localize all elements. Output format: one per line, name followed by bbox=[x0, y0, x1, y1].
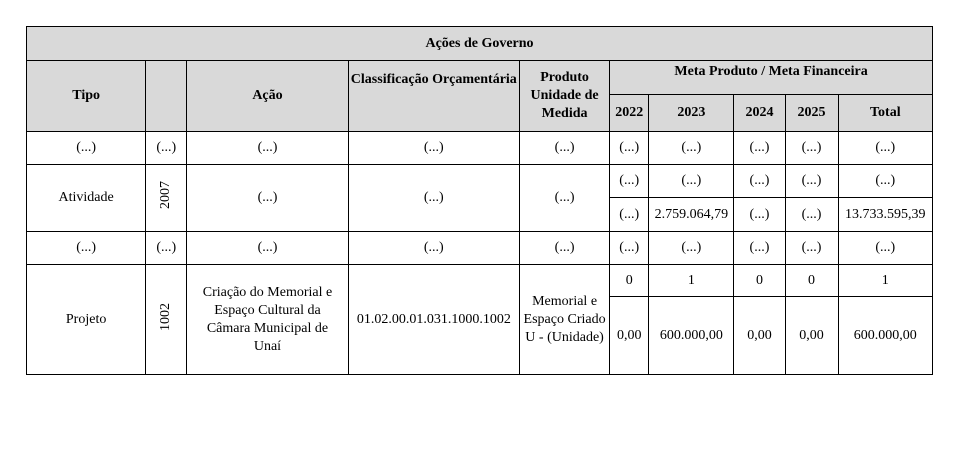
cell-meta-produto-2022: (...) bbox=[610, 165, 649, 198]
header-total: Total bbox=[838, 95, 932, 132]
cell-ellipsis: (...) bbox=[27, 232, 146, 265]
cell-produto: (...) bbox=[519, 165, 609, 232]
cell-ellipsis: (...) bbox=[838, 232, 932, 265]
cell-acao: (...) bbox=[187, 165, 348, 232]
cell-ellipsis: (...) bbox=[187, 132, 348, 165]
cell-meta-financeira-2023: 2.759.064,79 bbox=[649, 198, 734, 232]
cell-meta-financeira-2024: (...) bbox=[734, 198, 785, 232]
cell-classificacao: (...) bbox=[348, 165, 519, 232]
cell-ellipsis: (...) bbox=[348, 132, 519, 165]
cell-tipo: Projeto bbox=[27, 265, 146, 375]
cell-meta-financeira-2023: 600.000,00 bbox=[649, 297, 734, 375]
cell-ellipsis: (...) bbox=[649, 132, 734, 165]
cell-ellipsis: (...) bbox=[348, 232, 519, 265]
cell-meta-produto-2023: 1 bbox=[649, 265, 734, 297]
cell-classificacao: 01.02.00.01.031.1000.1002 bbox=[348, 265, 519, 375]
table-row-atividade bbox=[27, 165, 933, 198]
code-vertical: 2007 bbox=[158, 181, 174, 209]
table-row bbox=[27, 232, 933, 265]
cell-meta-financeira-total: 600.000,00 bbox=[838, 297, 932, 375]
header-classificacao: Classificação Orçamentária bbox=[348, 61, 519, 132]
cell-ellipsis: (...) bbox=[610, 132, 649, 165]
cell-code bbox=[146, 165, 187, 232]
header-produto: Produto Unidade de Medida bbox=[519, 61, 609, 132]
table-row-projeto bbox=[27, 265, 933, 297]
cell-ellipsis: (...) bbox=[734, 232, 785, 265]
cell-produto: Memorial e Espaço Criado U - (Unidade) bbox=[519, 265, 609, 375]
cell-ellipsis: (...) bbox=[519, 132, 609, 165]
cell-ellipsis: (...) bbox=[785, 132, 838, 165]
header-2022: 2022 bbox=[610, 95, 649, 132]
cell-meta-financeira-2022: (...) bbox=[610, 198, 649, 232]
cell-tipo: Atividade bbox=[27, 165, 146, 232]
header-2024: 2024 bbox=[734, 95, 785, 132]
cell-acao: Criação do Memorial e Espaço Cultural da Câmara Municipal de Unaí bbox=[187, 265, 348, 375]
header-code bbox=[146, 61, 187, 132]
cell-ellipsis: (...) bbox=[187, 232, 348, 265]
cell-meta-produto-total: (...) bbox=[838, 165, 932, 198]
cell-ellipsis: (...) bbox=[649, 232, 734, 265]
header-meta: Meta Produto / Meta Financeira bbox=[610, 61, 933, 95]
cell-meta-financeira-2024: 0,00 bbox=[734, 297, 785, 375]
cell-meta-produto-2022: 0 bbox=[610, 265, 649, 297]
cell-meta-financeira-2022: 0,00 bbox=[610, 297, 649, 375]
cell-ellipsis: (...) bbox=[146, 132, 187, 165]
cell-meta-financeira-2025: 0,00 bbox=[785, 297, 838, 375]
cell-meta-financeira-total: 13.733.595,39 bbox=[838, 198, 932, 232]
cell-meta-produto-2025: 0 bbox=[785, 265, 838, 297]
header-acao: Ação bbox=[187, 61, 348, 132]
cell-ellipsis: (...) bbox=[785, 232, 838, 265]
header-tipo: Tipo bbox=[27, 61, 146, 132]
cell-ellipsis: (...) bbox=[610, 232, 649, 265]
cell-ellipsis: (...) bbox=[838, 132, 932, 165]
cell-ellipsis: (...) bbox=[27, 132, 146, 165]
cell-ellipsis: (...) bbox=[734, 132, 785, 165]
cell-code bbox=[146, 265, 187, 375]
cell-meta-produto-2024: 0 bbox=[734, 265, 785, 297]
cell-ellipsis: (...) bbox=[146, 232, 187, 265]
header-2025: 2025 bbox=[785, 95, 838, 132]
table-title: Ações de Governo bbox=[27, 27, 933, 61]
table-row bbox=[27, 132, 933, 165]
cell-ellipsis: (...) bbox=[519, 232, 609, 265]
cell-meta-produto-2024: (...) bbox=[734, 165, 785, 198]
cell-meta-produto-2025: (...) bbox=[785, 165, 838, 198]
acoes-de-governo-table bbox=[26, 26, 933, 375]
cell-meta-financeira-2025: (...) bbox=[785, 198, 838, 232]
code-vertical: 1002 bbox=[158, 302, 174, 331]
header-2023: 2023 bbox=[649, 95, 734, 132]
cell-meta-produto-total: 1 bbox=[838, 265, 932, 297]
cell-meta-produto-2023: (...) bbox=[649, 165, 734, 198]
